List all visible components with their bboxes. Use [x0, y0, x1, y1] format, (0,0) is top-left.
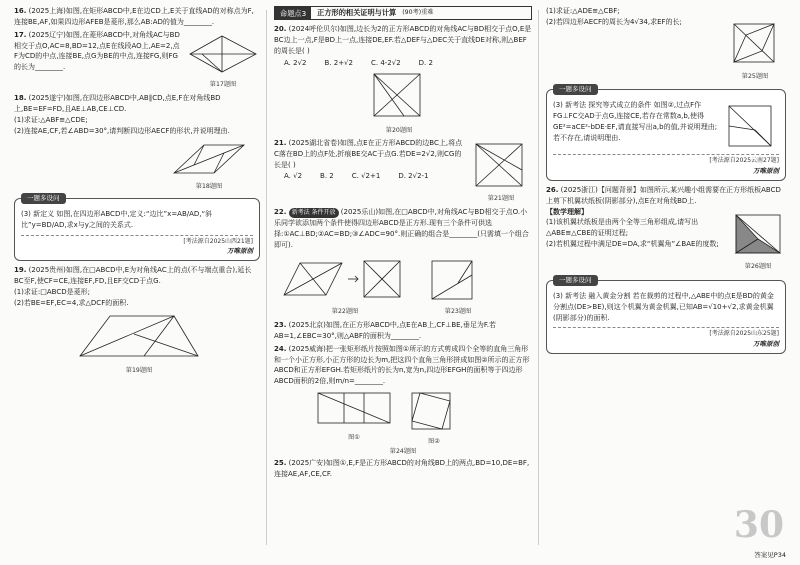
option-a: A. 2√2	[284, 58, 307, 67]
parallelogram-diagram	[74, 310, 204, 362]
square-diagram	[364, 70, 434, 122]
quadrilateral-diagram	[164, 139, 254, 179]
question-text: (2025威海)把一张矩形纸片按照如图①所示的方式剪成四个全等的直角三角形和一个小正方形,小正方形的边长为m,把这四个直角三角形拼成如图②所示的正方形ABCD和正方形EFGH.若矩形纸片的长为n,宽为n,四边形EFGH的面积等于四边形ABCD面积的2倍,则m/n=________.	[274, 344, 530, 386]
column-divider	[266, 10, 267, 545]
square-abf-diagram	[418, 255, 498, 303]
question-19: 19. (2025贵州)如图,在□ABCD中,E为对角线AC上的点(不与端点重合),延长BC至F,使CF=CE,连接EF,FD,且EF交CD于点G. (1)求证:□ABCD是菱形; (2)若BE=EF,EC=4,求△DCF的面积. 第19题图	[14, 266, 252, 375]
box-text: (3) 新定义 如图,在四边形ABCD中,定义:“边比”x=AB/AD,“斜比”y=BD/AD,求x与y之间的关系式.	[21, 209, 213, 229]
options	[284, 58, 532, 69]
rhombus-diagram	[186, 32, 260, 76]
figure-22: 第22题图	[280, 255, 410, 316]
answer-reference: 答案见P34	[754, 551, 786, 559]
question-22: 22. 新考法 条件开放 (2025乐山)如图,在□ABCD中,对角线AC与BD相交于点O.小乐同学欲添加两个条件使得四边形ABCD是正方形.现有三个条件可供选择:①AC⊥BD;②AC=BD;③∠ADC=90°.则正确的组合是________(只需填一个组合即可). 第22题图 第23题图	[274, 207, 532, 318]
box-text: (3) 新考法 探究等式成立的条件 如图②,过点F作FG⊥FC交AD于点G,连接CE,若存在常数a,b,使得GE²=aCE²-bDE·EF,请直接写出a,b的值,并说明理由;若不存在,请说明理由.	[553, 101, 718, 142]
section-header: 命题点3 正方形的相关证明与计算 (90考)重难	[274, 6, 532, 20]
question-17: 17. (2025辽宁)如图,在菱形ABCD中,对角线AC与BD相交于点O,AC=8,BD=12,点E在线段AO上,AE=2,点F为CD的中点,连接BE,点G为BE的中点,连接FG,则FG的长为________. 第17题图	[14, 30, 260, 91]
question-text: (2025北京)如图,在正方形ABCD中,点E在AB上,CF⊥BE,垂足为F.若AB=1,∠EBC=30°,则△ABF的面积为________.	[274, 321, 496, 340]
middle-column	[274, 6, 532, 543]
question-text: (2024呼伦贝尔)如图,边长为2的正方形ABCD的对角线AC与BD相交于点O,E是BC边上一点,F是BD上一点,连接DE,EF.若△DEF与△DEC关于直线DE对称,则△BEF的周长是( )	[274, 25, 532, 55]
question-16: 16. (2025上海)如图,在矩形ABCD中,E在边CD上,E关于直线AD的对称点为F,连接BE,AF,如果四边形AFEB是菱形,那么AB:AD的值为________.	[14, 7, 254, 26]
extension-box-2: 一题多设问 (3) 新考法 探究等式成立的条件 如图②,过点F作FG⊥FC交AD于点G,连接CE,若存在常数a,b,使得GE²=aCE²-bDE·EF,请直接写出a,b的值,并说明理由;若不存在,请说明理由. [考法源自2025云南27题] 万唯原创	[546, 89, 786, 180]
box-text: (3) 新考法 融入黄金分割 若在裁剪的过程中,△ABE中的点E是BD的黄金分割点(DE>BE),则这个机翼为黄金机翼,已知AB=√10+√2,求黄金机翼(阴影部分)的面积.	[553, 291, 774, 322]
figure-26: 第26题图	[730, 209, 786, 272]
extension-box-3: 一题多设问 (3) 新考法 融入黄金分割 若在裁剪的过程中,△ABE中的点E是BD的黄金分割点(DE>BE),则这个机翼为黄金机翼,已知AB=√10+√2,求黄金机翼(阴影部分)的面积. [考法源自2025山东25题] 万唯原创	[546, 280, 786, 354]
option-b: B. 2+√2	[324, 58, 353, 67]
question-text: (2025遂宁)如图,在四边形ABCD中,AB∥CD,点E,F在对角线BD上,BE=EF=FD,且AE⊥AB,CE⊥CD.	[14, 94, 221, 113]
figure-20: 第20题图	[364, 70, 434, 135]
figure-21: 第21题图	[470, 140, 532, 203]
question-text: (2025广安)如图①,E,F是正方形ABCD的对角线BD上的两点,BD=10,DE=BF,连接AE,AF,CE,CF.	[274, 459, 530, 479]
question-20: 20. (2024呼伦贝尔)如图,边长为2的正方形ABCD的对角线AC与BD相交于点O,E是BC边上一点,F是BD上一点,连接DE,EF.若△DEF与△DEC关于直线DE对称,则△BEF的周长是( ) A. 2√2 B. 2+√2 C. 4-2√2 D. 2 第20题图	[274, 25, 532, 135]
box-tag: 一题多设问	[21, 193, 66, 204]
parallelogram-to-square-diagram	[280, 255, 410, 303]
figure-25: 第25题图	[724, 20, 786, 81]
left-column	[14, 6, 260, 543]
brand-logo: 万唯原创	[753, 339, 779, 348]
option-c: C. √2+1	[351, 172, 381, 181]
box-tag: 一题多设问	[553, 275, 598, 286]
question-21: 21. (2025湖北省卷)如图,点E在正方形ABCD的边BC上,将点C落在BD上的点F处,折痕BE交AC于点G.若DE=2√2,则CG的长是( ) A. √2 B. 2 C. √2+1 D. 2√2-1 第21题图	[274, 138, 532, 205]
question-text: (2025辽宁)如图,在菱形ABCD中,对角线AC与BD相交于点O,AC=8,BD=12,点E在线段AO上,AE=2,点F为CD的中点,连接BE,点G为BE的中点,连接FG,则FG的长为________.	[14, 30, 180, 72]
page-number: 30	[733, 504, 784, 546]
figure-23: 第23题图	[418, 255, 498, 316]
question-text: (2025贵州)如图,在□ABCD中,E为对角线AC上的点(不与端点重合),延长BC至F,使CF=CE,连接EF,FD,且EF交CD于点G.	[14, 266, 252, 285]
square-fg-diagram	[723, 100, 779, 150]
box-tag: 一题多设问	[553, 84, 598, 95]
extension-box-1: 一题多设问 (3) 新定义 如图,在四边形ABCD中,定义:“边比”x=AB/AD,“斜比”y=BD/AD,求x与y之间的关系式. [考法源自2025山西21题] 万唯原创	[14, 198, 260, 261]
figure-18: 第18题图	[164, 139, 254, 192]
question-24: 24. (2025威海)把一张矩形纸片按照如图①所示的方式剪成四个全等的直角三角形和一个小正方形,小正方形的边长为m,把这四个直角三角形拼成如图②所示的正方形ABCD和正方形EFGH.若矩形纸片的长为n,宽为n,四边形EFGH的面积等于四边形ABCD面积的2倍,则m/n=________. 图① 图② 第24题图	[274, 344, 532, 456]
question-25: 25. (2025广安)如图①,E,F是正方形ABCD的对角线BD上的两点,BD=10,DE=BF,连接AE,AF,CE,CF.	[274, 459, 530, 479]
figure-24: 图① 图②	[314, 389, 532, 446]
question-text: (2025浙江)【问题背景】如图所示,某兴趣小组需要在正方形纸板ABCD上剪下机翼状纸板(阴影部分),点E在对角线BD上.	[546, 185, 781, 205]
rectangle-cut-diagram	[314, 389, 394, 429]
question-23: 23. (2025北京)如图,在正方形ABCD中,点E在AB上,CF⊥BE,垂足为F.若AB=1,∠EBC=30°,则△ABF的面积为________.	[274, 321, 496, 340]
question-text: (2025上海)如图,在矩形ABCD中,E在边CD上,E关于直线AD的对称点为F,连接BE,AF,如果四边形AFEB是菱形,那么AB:AD的值为________.	[14, 7, 254, 26]
option-d: D. 2√2-1	[398, 172, 429, 181]
question-text: (2025湖北省卷)如图,点E在正方形ABCD的边BC上,将点C落在BD上的点F处,折痕BE交AC于点G.若DE=2√2,则CG的长是( )	[274, 138, 463, 169]
option-b: B. 2	[320, 172, 334, 181]
figure-17: 第17题图	[186, 32, 260, 89]
question-18: 18. (2025遂宁)如图,在四边形ABCD中,AB∥CD,点E,F在对角线BD上,BE=EF=FD,且AE⊥AB,CE⊥CD. (1)求证:△ABF≌△CDE; (2)连接AE,CF,若∠ABD=30°,请判断四边形AECF的形状,并说明理由. 第18题图	[14, 93, 260, 192]
figures-22-23	[280, 253, 532, 318]
figure-19: 第19题图	[74, 310, 204, 375]
option-a: A. √2	[284, 172, 303, 181]
nested-squares-diagram	[404, 389, 464, 433]
option-c: C. 4-2√2	[370, 58, 401, 67]
square-diagonal-diagram	[724, 20, 786, 68]
question-text: (2025乐山)如图,在□ABCD中,对角线AC与BD相交于点O.小乐同学欲添加两个条件使得四边形ABCD是正方形.现有三个条件可供选择:①AC⊥BD;②AC=BD;③∠ADC=90°.则正确的组合是________(只需填一个组合即可).	[274, 208, 529, 249]
question-25-continued: (1)求证:△ADE≌△CBF; (2)若四边形AECF的周长为4√34,求EF的长; 第25题图	[546, 6, 786, 83]
brand-logo: 万唯原创	[753, 166, 779, 175]
option-d: D. 2	[418, 58, 433, 67]
question-26: 26. (2025浙江)【问题背景】如图所示,某兴趣小组需要在正方形纸板ABCD上剪下机翼状纸板(阴影部分),点E在对角线BD上. 【数学理解】 (1)该机翼状纸板是由两个全等三角形组成,请写出△ABE≌△CBE的证明过程; (2)若机翼过程中满足DE=DA,求“机翼角”∠BAE的度数; 第26题图	[546, 185, 786, 274]
method-tag: 新考法 条件开放	[289, 208, 339, 217]
square-fold-diagram	[470, 140, 532, 190]
brand-logo: 万唯原创	[227, 246, 253, 255]
options	[284, 171, 466, 182]
column-divider	[538, 10, 539, 545]
right-column	[546, 6, 786, 543]
wing-diagram	[730, 209, 786, 259]
